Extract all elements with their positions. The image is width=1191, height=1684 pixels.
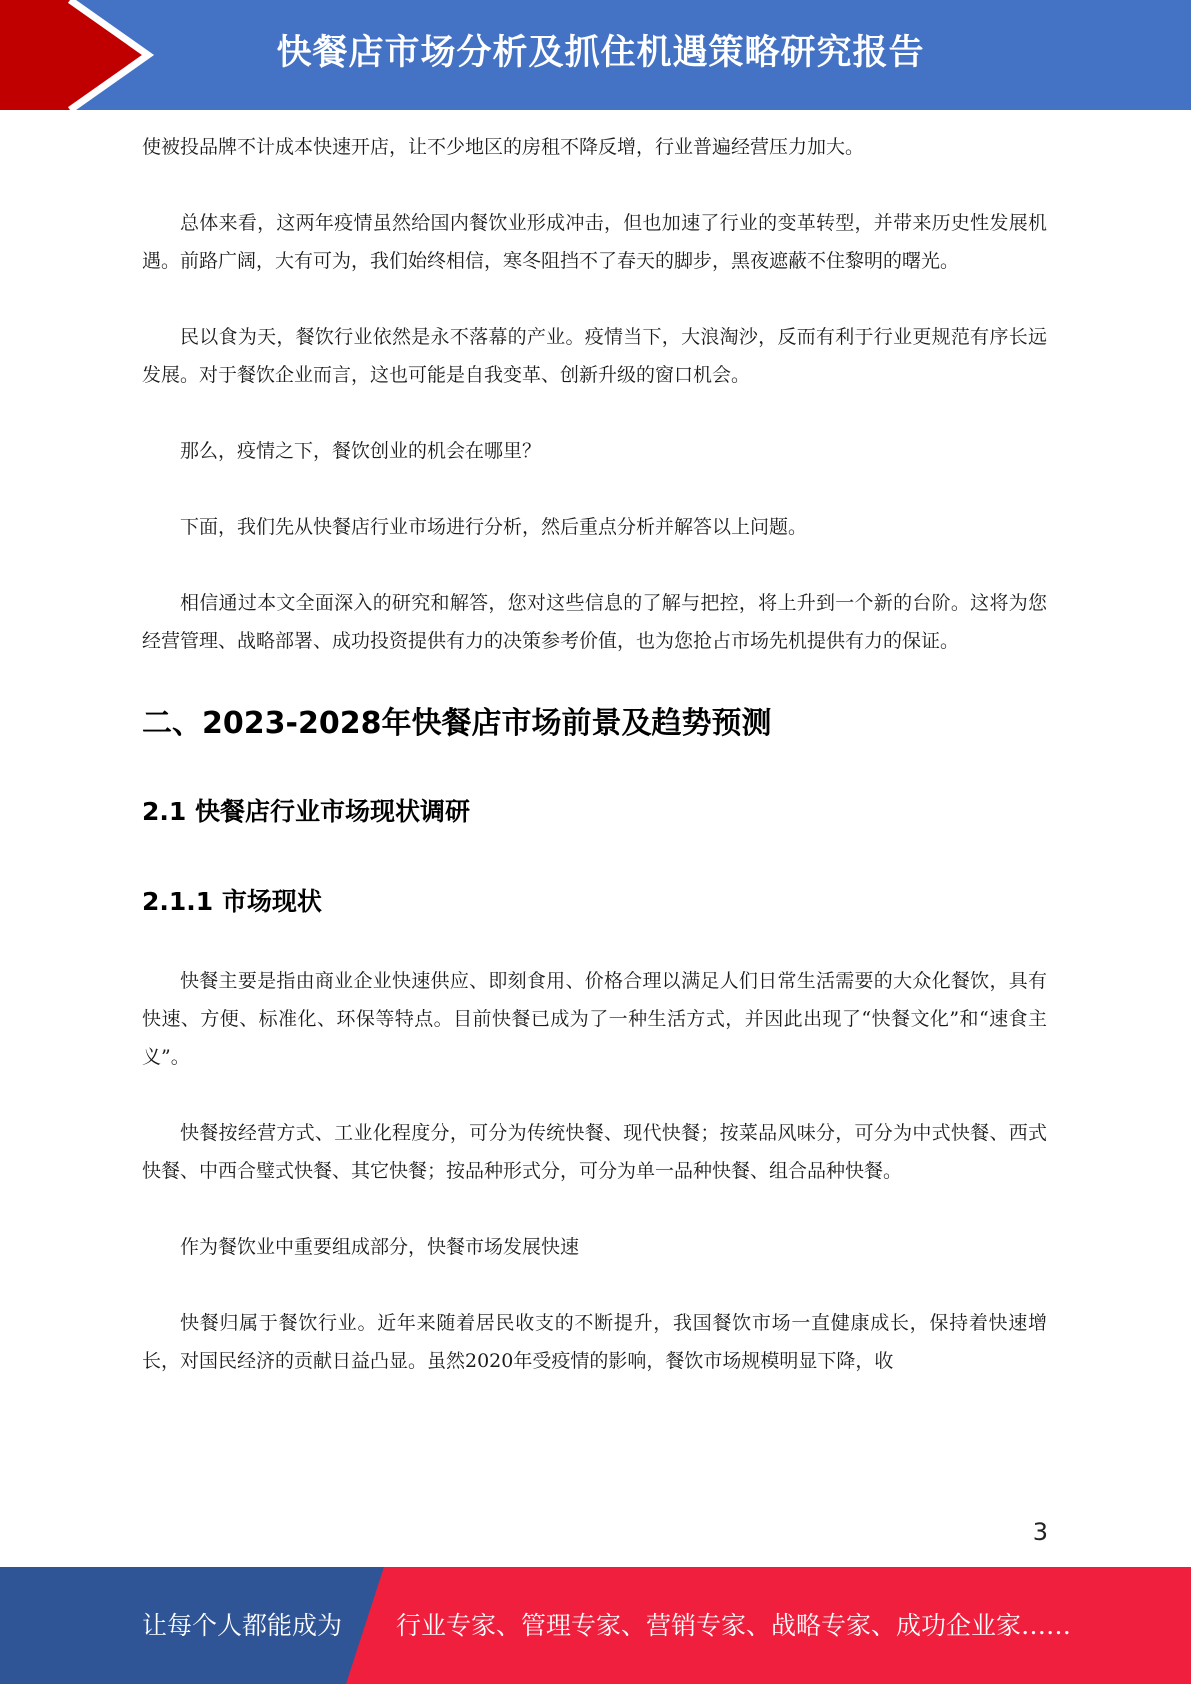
footer-slogan-left: 让每个人都能成为 [142, 1611, 343, 1640]
paragraph: 快餐归属于餐饮行业。近年来随着居民收支的不断提升，我国餐饮市场一直健康成长，保持着快速增长，对国民经济的贡献日益凸显。虽然2020年受疫情的影响，餐饮市场规模明显下降，收 [142, 1312, 1047, 1372]
paragraph: 民以食为天，餐饮行业依然是永不落幕的产业。疫情当下，大浪淘沙，反而有利于行业更规范有序长远发展。对于餐饮企业而言，这也可能是自我变革、创新升级的窗口机会。 [142, 326, 1047, 386]
paragraph: 快餐按经营方式、工业化程度分，可分为传统快餐、现代快餐；按菜品风味分，可分为中式快餐、西式快餐、中西合璧式快餐、其它快餐；按品种形式分，可分为单一品种快餐、组合品种快餐。 [142, 1122, 1047, 1182]
paragraph: 快餐主要是指由商业企业快速供应、即刻食用、价格合理以满足人们日常生活需要的大众化餐饮，具有快速、方便、标准化、环保等特点。目前快餐已成为了一种生活方式，并因此出现了“快餐文化”和“速食主义”。 [142, 970, 1047, 1068]
paragraph: 相信通过本文全面深入的研究和解答，您对这些信息的了解与把控，将上升到一个新的台阶。这将为您经营管理、战略部署、成功投资提供有力的决策参考价值，也为您抢占市场先机提供有力的保证。 [142, 592, 1047, 652]
subsection-heading: 2.1 快餐店行业市场现状调研 [142, 797, 470, 826]
page-number: 3 [1032, 1518, 1048, 1546]
subsubsection-heading: 2.1.1 市场现状 [142, 887, 322, 916]
document-body [142, 128, 1047, 1380]
paragraph: 作为餐饮业中重要组成部分，快餐市场发展快速 [180, 1236, 580, 1258]
paragraph: 使被投品牌不计成本快速开店，让不少地区的房租不降反增，行业普遍经营压力加大。 [142, 136, 865, 158]
paragraph: 总体来看，这两年疫情虽然给国内餐饮业形成冲击，但也加速了行业的变革转型，并带来历史性发展机遇。前路广阔，大有可为，我们始终相信，寒冬阻挡不了春天的脚步，黑夜遮蔽不住黎明的曙光。 [142, 212, 1047, 272]
section-heading: 二、2023-2028年快餐店市场前景及趋势预测 [142, 706, 772, 741]
page-footer [0, 1567, 1191, 1684]
footer-slogan-right: 行业专家、管理专家、营销专家、战略专家、成功企业家…… [396, 1611, 1072, 1640]
header-title: 快餐店市场分析及抓住机遇策略研究报告 [276, 33, 925, 73]
page-header [0, 0, 1191, 110]
paragraph: 下面，我们先从快餐店行业市场进行分析，然后重点分析并解答以上问题。 [180, 516, 808, 538]
paragraph: 那么，疫情之下，餐饮创业的机会在哪里？ [180, 440, 542, 462]
